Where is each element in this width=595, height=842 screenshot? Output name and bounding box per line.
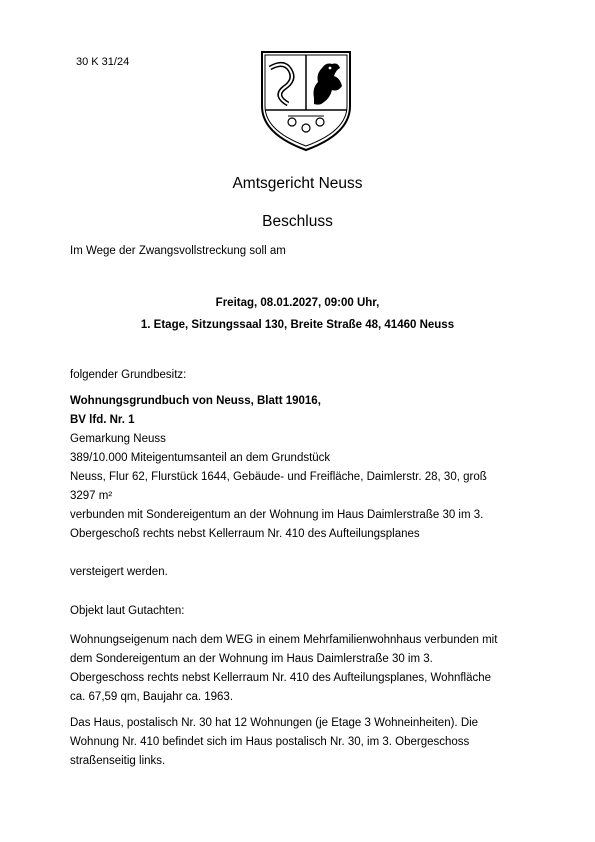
property-block bbox=[70, 392, 540, 544]
property-line: 3297 m² bbox=[70, 490, 113, 502]
appointment-location: 1. Etage, Sitzungssaal 130, Breite Straße 48, 41460 Neuss bbox=[140, 319, 455, 331]
court-name: Amtsgericht Neuss bbox=[232, 175, 363, 192]
property-register: Wohnungsgrundbuch von Neuss, Blatt 19016, bbox=[70, 395, 321, 407]
property-label: folgender Grundbesitz: bbox=[70, 369, 187, 381]
property-line: verbunden mit Sondereigentum an der Wohnung im Haus Daimlerstraße 30 im 3. bbox=[70, 509, 484, 521]
property-line: Obergeschoß rechts nebst Kellerraum Nr. 410 des Aufteilungsplanes bbox=[70, 528, 420, 540]
appraisal-line: Wohnungseigenum nach dem WEG in einem Mehrfamilienwohnhaus verbunden mit bbox=[70, 634, 498, 646]
property-line: Neuss, Flur 62, Flurstück 1644, Gebäude- und Freifläche, Daimlerstr. 28, 30, groß bbox=[70, 471, 487, 483]
appraisal-line: straßenseitig links. bbox=[70, 755, 166, 767]
property-bv-number: BV lfd. Nr. 1 bbox=[70, 414, 135, 426]
coat-of-arms-icon bbox=[258, 48, 354, 152]
auction-closing: versteigert werden. bbox=[70, 566, 168, 578]
appraisal-label: Objekt laut Gutachten: bbox=[70, 605, 185, 617]
appraisal-line: dem Sondereigentum an der Wohnung im Haus Daimlerstraße 30 im 3. bbox=[70, 653, 433, 665]
appraisal-paragraph-2 bbox=[70, 714, 540, 771]
appraisal-line: ca. 67,59 qm, Baujahr ca. 1963. bbox=[70, 691, 234, 703]
document-type: Beschluss bbox=[262, 213, 333, 230]
intro-text: Im Wege der Zwangsvollstreckung soll am bbox=[70, 245, 286, 257]
appointment-block bbox=[0, 292, 595, 336]
appraisal-line: Obergeschoss rechts nebst Kellerraum Nr. 410 des Aufteilungsplanes, Wohnfläche bbox=[70, 672, 492, 684]
case-number: 30 K 31/24 bbox=[76, 56, 130, 68]
property-line: Gemarkung Neuss bbox=[70, 433, 166, 445]
appraisal-line: Wohnung Nr. 410 befindet sich im Haus postalisch Nr. 30, im 3. Obergeschoss bbox=[70, 736, 470, 748]
property-line: 389/10.000 Miteigentumsanteil an dem Grundstück bbox=[70, 452, 331, 464]
appraisal-line: Das Haus, postalisch Nr. 30 hat 12 Wohnungen (je Etage 3 Wohneinheiten). Die bbox=[70, 717, 479, 729]
appraisal-paragraph-1 bbox=[70, 631, 540, 707]
appointment-date: Freitag, 08.01.2027, 09:00 Uhr, bbox=[215, 297, 380, 309]
